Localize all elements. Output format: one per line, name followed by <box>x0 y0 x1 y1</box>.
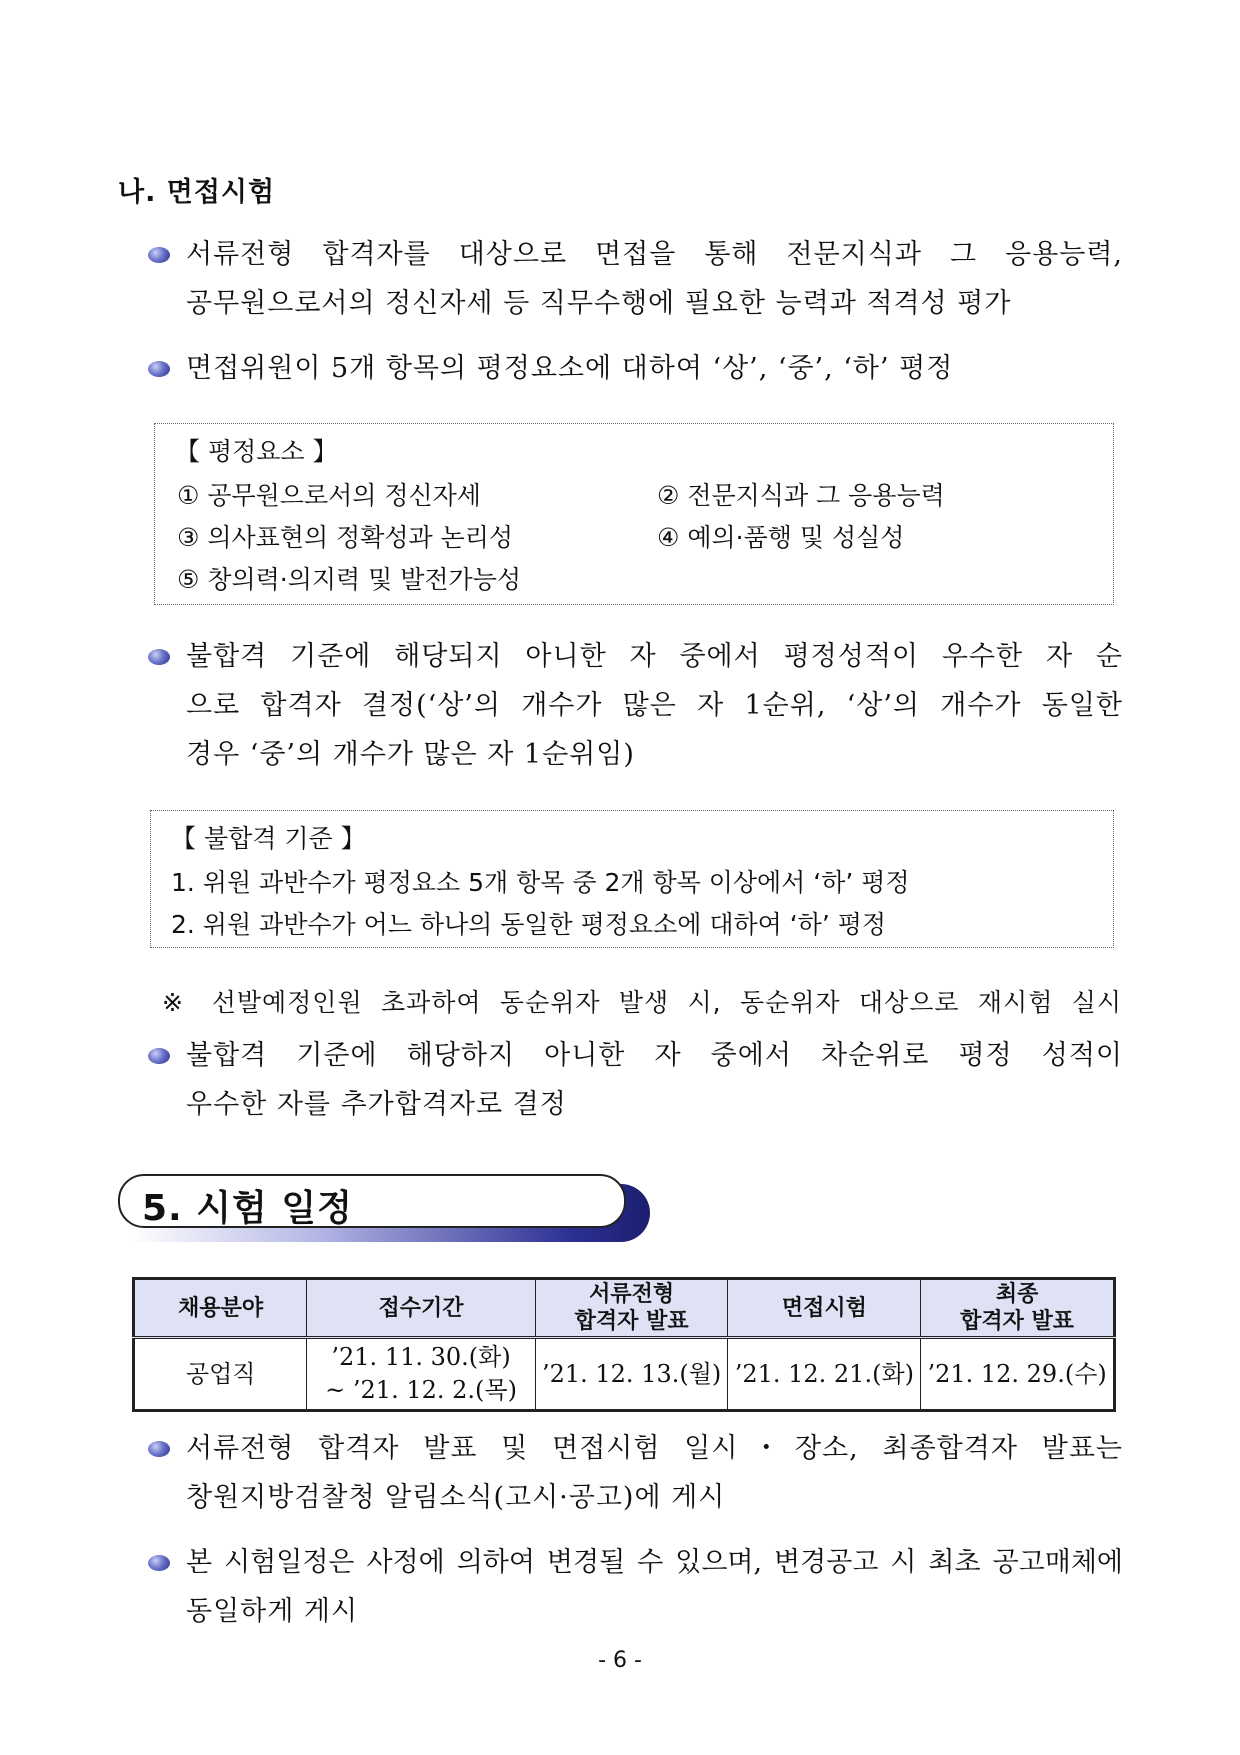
box-title: 【 불합격 기준 】 <box>171 824 366 853</box>
section5-title: 5. 시험 일정 <box>142 1188 353 1229</box>
bullet-icon <box>148 1048 170 1064</box>
period-cell <box>307 1338 535 1411</box>
table-header-row <box>134 1279 1115 1338</box>
period-start: ’21. 11. 30.(화) <box>331 1343 511 1371</box>
header-cell: 접수기간 <box>307 1279 535 1338</box>
rating-item: ⑤ 창의력·의지력 및 발전가능성 <box>177 565 522 594</box>
bullet-icon <box>148 1441 170 1457</box>
interview-cell: ’21. 12. 21.(화) <box>728 1338 921 1411</box>
header-cell: 서류전형 합격자 발표 <box>535 1279 728 1338</box>
bullet-item <box>148 230 1123 330</box>
header-cell: 최종 합격자 발표 <box>921 1279 1115 1338</box>
bullet-line: 창원지방검찰청 알림소식(고시·공고)에 게시 <box>186 1482 726 1513</box>
rating-item: ① 공무원으로서의 정신자세 <box>177 481 481 510</box>
doc-result-cell: ’21. 12. 13.(월) <box>535 1338 728 1411</box>
rating-item: ④ 예의·품행 및 성실성 <box>657 523 905 552</box>
bullet-line: 면접위원이 5개 항목의 평정요소에 대하여 ‘상’, ‘중’, ‘하’ 평정 <box>186 353 954 384</box>
section5-heading-box <box>118 1174 638 1238</box>
note-text: ※ 선발예정인원 초과하여 동순위자 발생 시, 동순위자 대상으로 재시험 실시 <box>162 988 1122 1017</box>
bullet-line: 으로 합격자 결정(‘상’의 개수가 많은 자 1순위, ‘상’의 개수가 동일한 <box>186 690 1123 721</box>
bullet-line: 공무원으로서의 정신자세 등 직무수행에 필요한 능력과 적격성 평가 <box>186 288 1012 319</box>
bullet-line: 우수한 자를 추가합격자로 결정 <box>186 1089 567 1120</box>
heading-frame <box>118 1174 626 1228</box>
bullet-line: 서류전형 합격자를 대상으로 면접을 통해 전문지식과 그 응용능력, <box>186 239 1123 270</box>
bullet-line: 불합격 기준에 해당되지 아니한 자 중에서 평정성적이 우수한 자 순 <box>186 641 1123 672</box>
bullet-line: 불합격 기준에 해당하지 아니한 자 중에서 차순위로 평정 성적이 <box>186 1040 1123 1071</box>
fail-criteria-item: 1. 위원 과반수가 평정요소 5개 항목 중 2개 항목 이상에서 ‘하’ 평정 <box>171 868 910 897</box>
bullet-item <box>148 632 1123 782</box>
bullet-icon <box>148 361 170 377</box>
rating-elements-box <box>154 423 1114 605</box>
fail-criteria-item: 2. 위원 과반수가 어느 하나의 동일한 평정요소에 대하여 ‘하’ 평정 <box>171 910 887 939</box>
header-cell: 면접시험 <box>728 1279 921 1338</box>
bullet-line: 동일하게 게시 <box>186 1596 359 1627</box>
table-row <box>134 1338 1115 1411</box>
final-result-cell: ’21. 12. 29.(수) <box>921 1338 1115 1411</box>
header-cell: 채용분야 <box>134 1279 307 1338</box>
section-heading: 나. 면접시험 <box>118 177 276 208</box>
field-cell: 공업직 <box>134 1338 307 1411</box>
page-number: - 6 - <box>598 1648 642 1673</box>
box-title: 【 평정요소 】 <box>175 437 338 466</box>
bullet-line: 경우 ‘중’의 개수가 많은 자 1순위임) <box>186 739 635 770</box>
bullet-icon <box>148 247 170 263</box>
bullet-item <box>148 1538 1123 1638</box>
bullet-icon <box>148 649 170 665</box>
bullet-item <box>148 1031 1123 1131</box>
bullet-line: 본 시험일정은 사정에 의하여 변경될 수 있으며, 변경공고 시 최초 공고매체에 <box>186 1547 1123 1578</box>
period-end: ~ ’21. 12. 2.(목) <box>325 1376 517 1404</box>
bullet-line: 서류전형 합격자 발표 및 면접시험 일시・장소, 최종합격자 발표는 <box>186 1433 1123 1464</box>
bullet-item <box>148 1424 1123 1524</box>
bullet-item <box>148 344 1123 394</box>
rating-item: ② 전문지식과 그 응용능력 <box>657 481 945 510</box>
rating-item: ③ 의사표현의 정확성과 논리성 <box>177 523 514 552</box>
fail-criteria-box <box>150 810 1114 948</box>
schedule-table <box>132 1277 1116 1412</box>
bullet-icon <box>148 1555 170 1571</box>
